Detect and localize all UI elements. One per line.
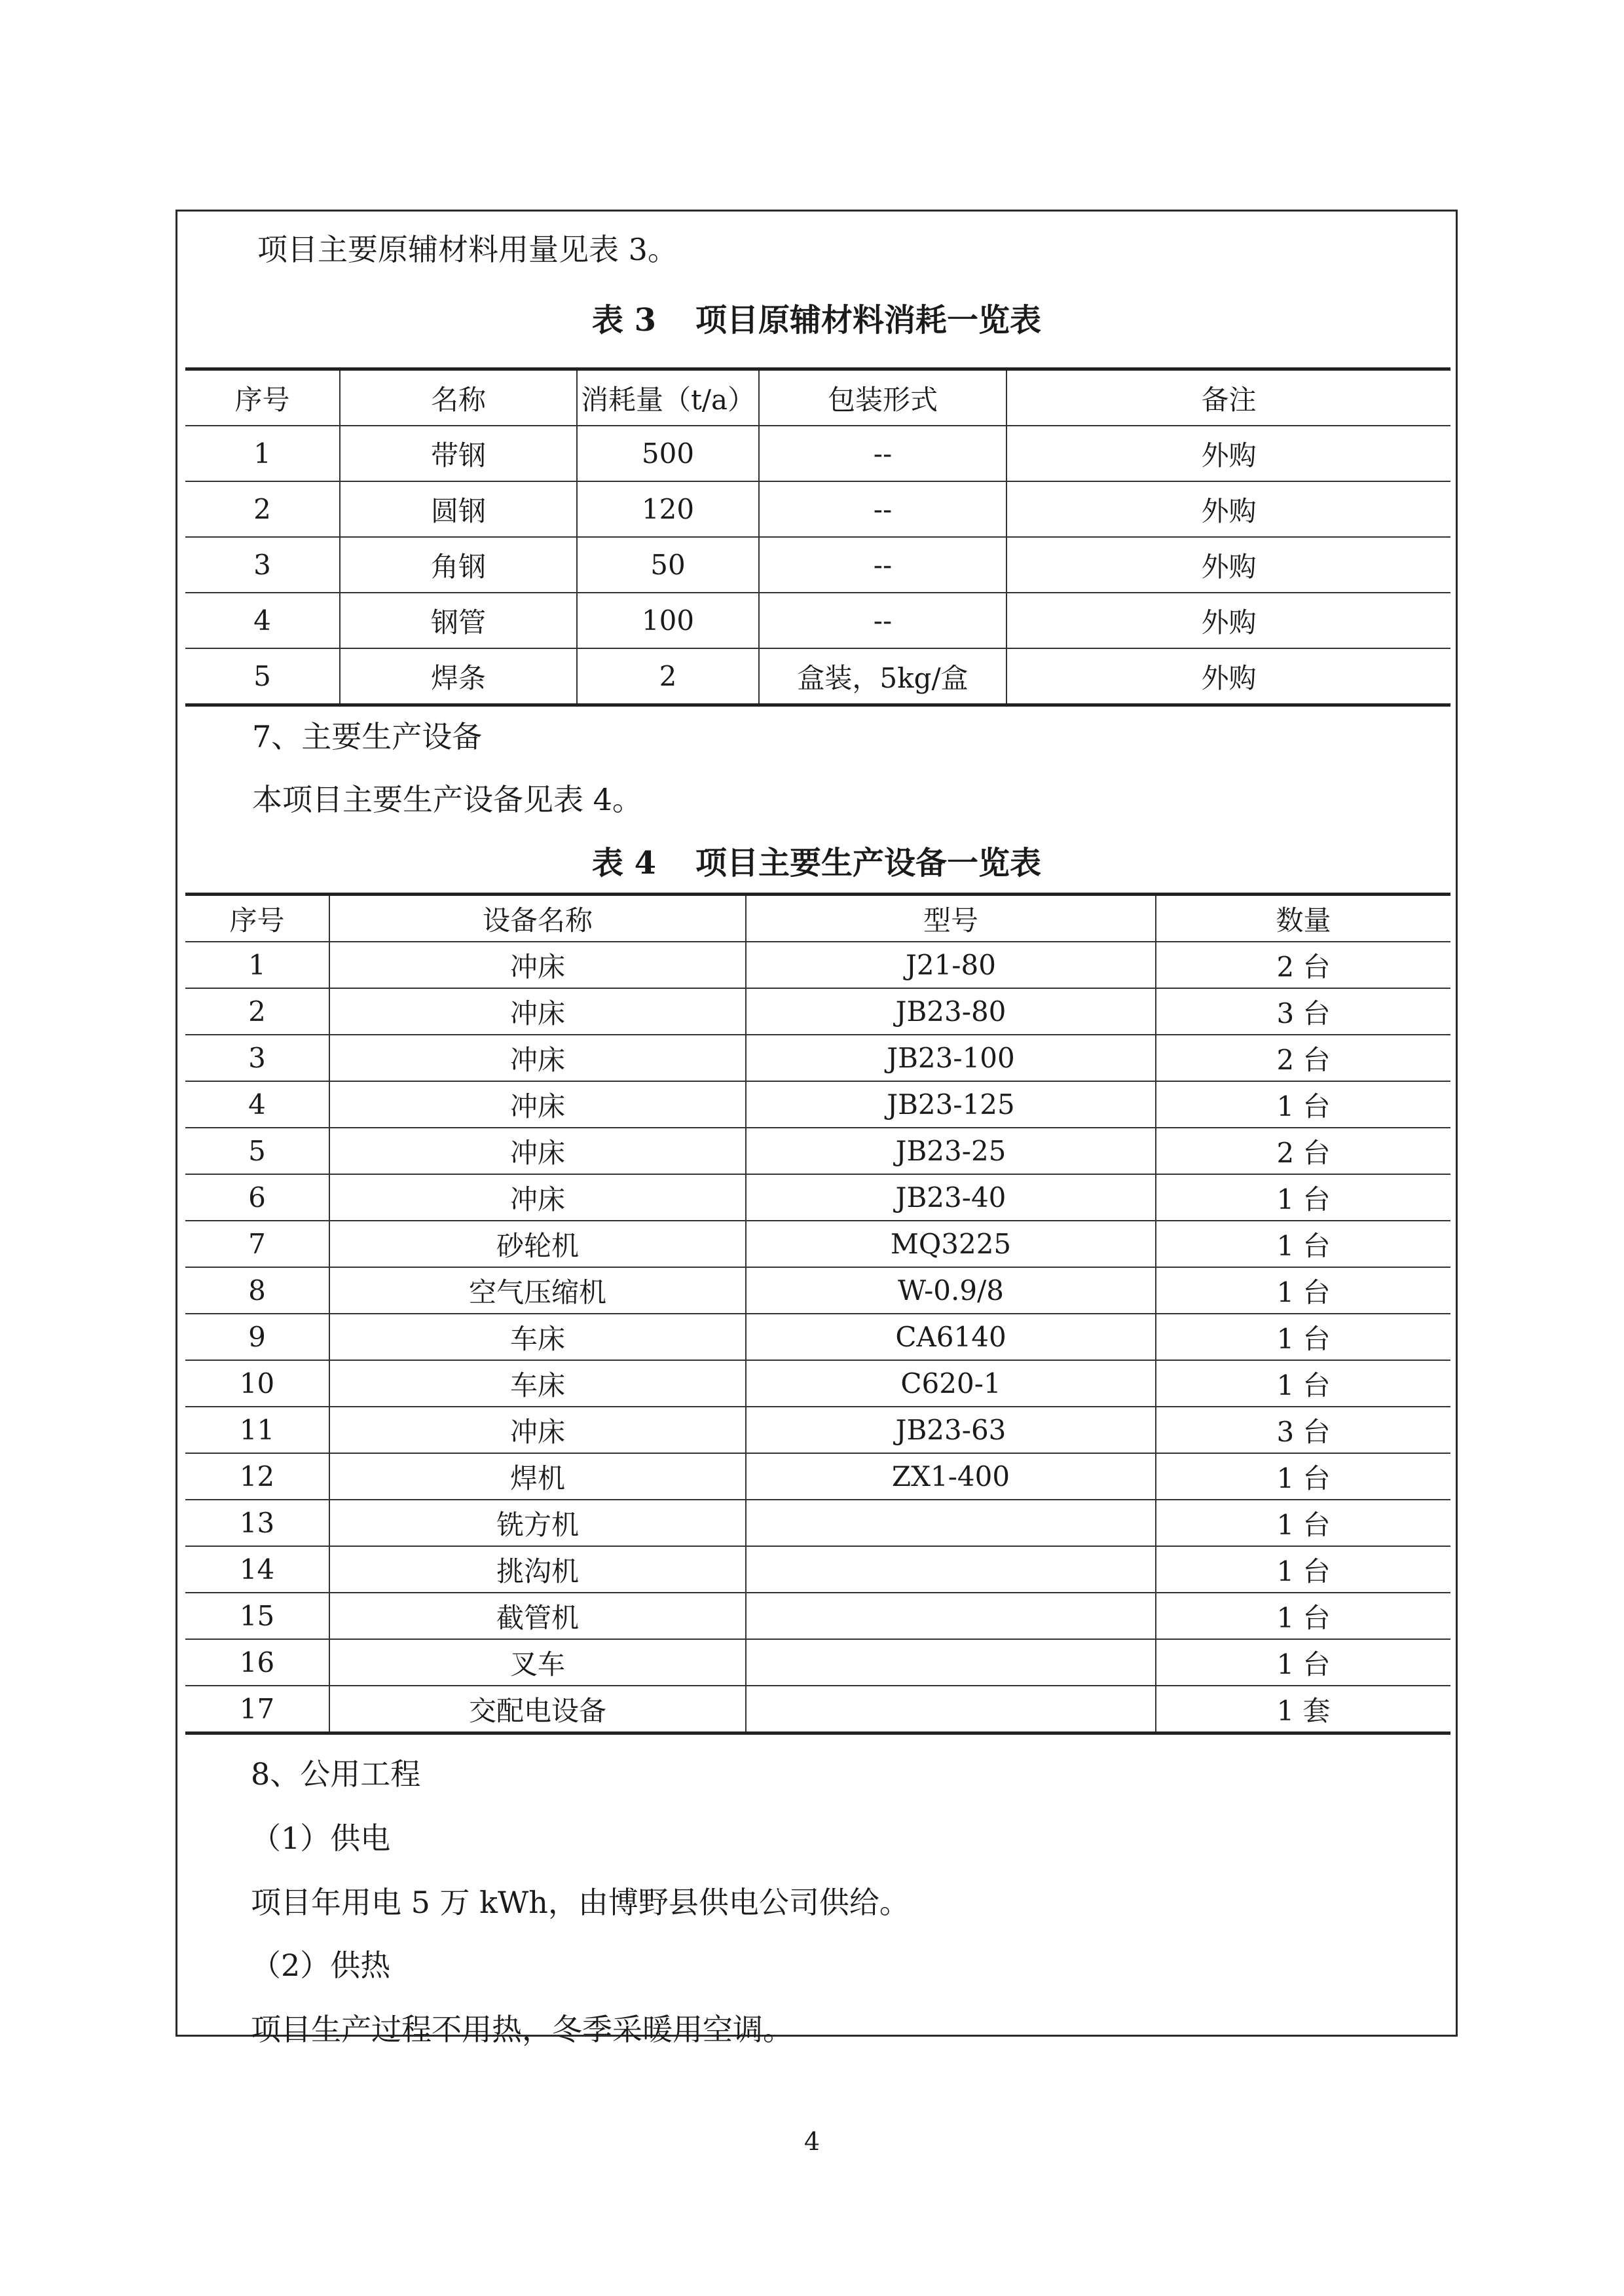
cell: 冲床: [329, 1174, 746, 1221]
cell: 冲床: [329, 988, 746, 1035]
cell: 5: [185, 648, 340, 705]
cell: 角钢: [340, 537, 577, 593]
cell: 1 台: [1156, 1546, 1450, 1593]
header-cell: 数量: [1156, 895, 1450, 942]
table-row: [185, 1174, 1450, 1221]
cell: 17: [185, 1686, 329, 1733]
cell: 1 台: [1156, 1314, 1450, 1360]
sub2-text: 项目生产过程不用热，冬季采暖用空调。: [251, 2012, 793, 2047]
intro-table3: 项目主要原辅材料用量见表 3。: [257, 232, 678, 267]
header-cell: 名称: [340, 369, 577, 426]
cell: 交配电设备: [329, 1686, 746, 1733]
cell: [746, 1593, 1156, 1639]
cell: 11: [185, 1407, 329, 1453]
cell: 挑沟机: [329, 1546, 746, 1593]
cell: W-0.9/8: [746, 1267, 1156, 1314]
cell: JB23-125: [746, 1081, 1156, 1128]
table-row: [185, 593, 1450, 648]
cell: 2: [185, 481, 340, 537]
cell: 1: [185, 942, 329, 988]
cell: 1 台: [1156, 1267, 1450, 1314]
header-cell: 备注: [1006, 369, 1450, 426]
section7-title: 7、主要生产设备: [252, 719, 483, 754]
cell: 6: [185, 1174, 329, 1221]
cell: 100: [577, 593, 759, 648]
cell: 外购: [1006, 593, 1450, 648]
cell: J21-80: [746, 942, 1156, 988]
table4-caption-num: 表 4: [591, 845, 657, 881]
materials-table: [185, 367, 1450, 707]
table-row: [185, 1546, 1450, 1593]
sub1-title: （1）供电: [251, 1821, 391, 1856]
cell: 盒装，5kg/盒: [759, 648, 1006, 705]
cell: [746, 1546, 1156, 1593]
cell: 1 台: [1156, 1360, 1450, 1407]
cell: 外购: [1006, 481, 1450, 537]
table-row: [185, 648, 1450, 705]
cell: 2 台: [1156, 1035, 1450, 1081]
header-cell: 消耗量（t/a）: [577, 369, 759, 426]
cell: 带钢: [340, 426, 577, 481]
cell: 8: [185, 1267, 329, 1314]
table-row: [185, 1500, 1450, 1546]
cell: 1 台: [1156, 1500, 1450, 1546]
header-cell: 序号: [185, 369, 340, 426]
cell: 车床: [329, 1360, 746, 1407]
table-row: [185, 426, 1450, 481]
cell: --: [759, 481, 1006, 537]
cell: 冲床: [329, 1035, 746, 1081]
header-cell: 包装形式: [759, 369, 1006, 426]
sub2-title: （2）供热: [251, 1948, 391, 1983]
table-row: [185, 481, 1450, 537]
table-row: [185, 988, 1450, 1035]
table-row: [185, 942, 1450, 988]
cell: 2 台: [1156, 1128, 1450, 1174]
cell: ZX1-400: [746, 1453, 1156, 1500]
table-header-row: [185, 895, 1450, 942]
cell: 冲床: [329, 942, 746, 988]
cell: 13: [185, 1500, 329, 1546]
header-cell: 型号: [746, 895, 1156, 942]
cell: 冲床: [329, 1407, 746, 1453]
cell: 铣方机: [329, 1500, 746, 1546]
table-header-row: [185, 369, 1450, 426]
cell: 1 台: [1156, 1221, 1450, 1267]
cell: 2: [185, 988, 329, 1035]
cell: 4: [185, 1081, 329, 1128]
cell: 焊机: [329, 1453, 746, 1500]
table4-caption: [177, 843, 1456, 883]
cell: 3 台: [1156, 988, 1450, 1035]
cell: 焊条: [340, 648, 577, 705]
table-row: [185, 1267, 1450, 1314]
cell: [746, 1686, 1156, 1733]
table3-caption: [177, 301, 1456, 340]
cell: 车床: [329, 1314, 746, 1360]
cell: 2 台: [1156, 942, 1450, 988]
cell: JB23-63: [746, 1407, 1156, 1453]
cell: 1 台: [1156, 1593, 1450, 1639]
cell: 4: [185, 593, 340, 648]
cell: 500: [577, 426, 759, 481]
cell: JB23-40: [746, 1174, 1156, 1221]
cell: 120: [577, 481, 759, 537]
cell: 15: [185, 1593, 329, 1639]
cell: JB23-100: [746, 1035, 1156, 1081]
table-row: [185, 1221, 1450, 1267]
cell: JB23-80: [746, 988, 1156, 1035]
table-row: [185, 1453, 1450, 1500]
table-row: [185, 1314, 1450, 1360]
cell: 10: [185, 1360, 329, 1407]
cell: 3 台: [1156, 1407, 1450, 1453]
cell: 1 套: [1156, 1686, 1450, 1733]
table3-caption-num: 表 3: [591, 302, 657, 339]
cell: 钢管: [340, 593, 577, 648]
cell: 50: [577, 537, 759, 593]
cell: 1: [185, 426, 340, 481]
cell: 砂轮机: [329, 1221, 746, 1267]
cell: 空气压缩机: [329, 1267, 746, 1314]
cell: --: [759, 426, 1006, 481]
cell: 2: [577, 648, 759, 705]
cell: 外购: [1006, 648, 1450, 705]
cell: 9: [185, 1314, 329, 1360]
table4-caption-title: 项目主要生产设备一览表: [695, 845, 1042, 881]
cell: [746, 1639, 1156, 1686]
cell: 截管机: [329, 1593, 746, 1639]
cell: MQ3225: [746, 1221, 1156, 1267]
cell: 3: [185, 1035, 329, 1081]
cell: --: [759, 593, 1006, 648]
cell: 16: [185, 1639, 329, 1686]
cell: 1 台: [1156, 1453, 1450, 1500]
cell: 7: [185, 1221, 329, 1267]
equipment-table: [185, 893, 1450, 1735]
cell: 1 台: [1156, 1639, 1450, 1686]
table-row: [185, 1407, 1450, 1453]
cell: 1 台: [1156, 1081, 1450, 1128]
table-row: [185, 1639, 1450, 1686]
content-frame: [175, 210, 1458, 2047]
cell: 冲床: [329, 1081, 746, 1128]
cell: C620-1: [746, 1360, 1156, 1407]
cell: 5: [185, 1128, 329, 1174]
table3-caption-title: 项目原辅材料消耗一览表: [695, 302, 1042, 339]
table-row: [185, 537, 1450, 593]
cell: 1 台: [1156, 1174, 1450, 1221]
table-row: [185, 1593, 1450, 1639]
table-row: [185, 1686, 1450, 1733]
table-row: [185, 1360, 1450, 1407]
cell: CA6140: [746, 1314, 1156, 1360]
table-row: [185, 1035, 1450, 1081]
table-row: [185, 1128, 1450, 1174]
cell: JB23-25: [746, 1128, 1156, 1174]
cell: --: [759, 537, 1006, 593]
cell: 圆钢: [340, 481, 577, 537]
sub1-text: 项目年用电 5 万 kWh，由博野县供电公司供给。: [251, 1885, 910, 1920]
header-cell: 设备名称: [329, 895, 746, 942]
cell: 3: [185, 537, 340, 593]
cell: 外购: [1006, 426, 1450, 481]
intro-table4: 本项目主要生产设备见表 4。: [252, 782, 642, 817]
section8-title: 8、公用工程: [251, 1756, 421, 1792]
cell: [746, 1500, 1156, 1546]
cell: 外购: [1006, 537, 1450, 593]
cell: 12: [185, 1453, 329, 1500]
header-cell: 序号: [185, 895, 329, 942]
cell: 冲床: [329, 1128, 746, 1174]
cell: 叉车: [329, 1639, 746, 1686]
table-row: [185, 1081, 1450, 1128]
page-number: 4: [803, 2127, 821, 2156]
cell: 14: [185, 1546, 329, 1593]
